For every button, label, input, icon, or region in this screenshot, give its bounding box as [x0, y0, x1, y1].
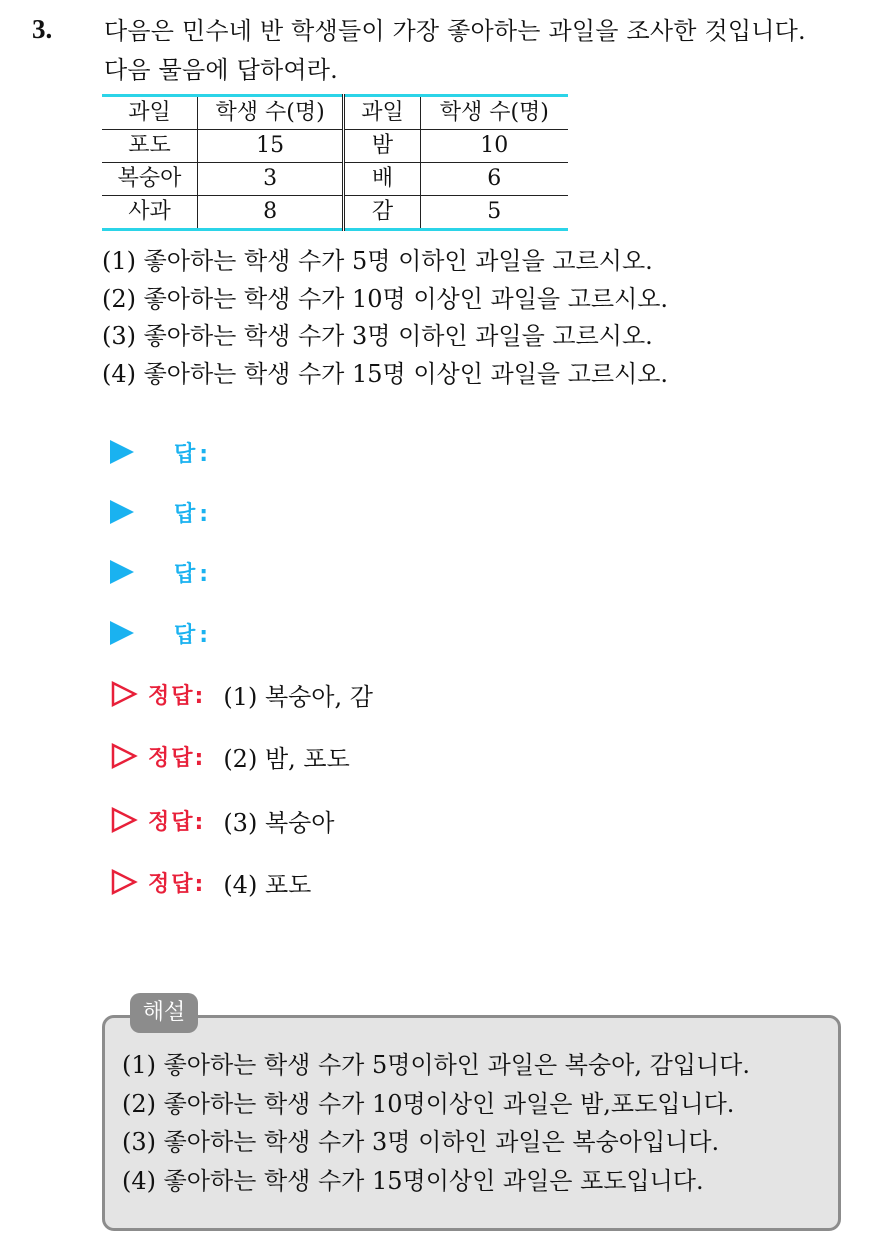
solution-text: (4) 포도 — [223, 870, 312, 899]
question-item: (1) 좋아하는 학생 수가 5명 이하인 과일을 고르시오. — [102, 247, 653, 275]
solution-label: 정답: — [148, 683, 206, 709]
answer-label: 답: — [174, 441, 213, 467]
fruit-table — [102, 94, 568, 231]
answer-row — [110, 497, 212, 527]
table-header-cell: 과일 — [102, 96, 197, 130]
answer-label: 답: — [174, 561, 213, 587]
explanation-line: (4) 좋아하는 학생 수가 15명이상인 과일은 포도입니다. — [122, 1166, 704, 1195]
table-cell: 사과 — [102, 196, 197, 230]
problem-stem — [104, 12, 874, 90]
table-cell: 6 — [420, 163, 568, 196]
table-cell: 3 — [197, 163, 343, 196]
solution-label: 정답: — [148, 871, 206, 897]
outline-triangle-icon — [110, 680, 138, 708]
table-cell: 10 — [420, 130, 568, 163]
table-row — [102, 130, 568, 163]
table-cell: 감 — [344, 196, 420, 230]
table-cell: 5 — [420, 196, 568, 230]
play-arrow-icon — [110, 621, 134, 645]
explanation-line: (2) 좋아하는 학생 수가 10명이상인 과일은 밤,포도입니다. — [122, 1089, 735, 1118]
question-list — [102, 243, 668, 393]
play-arrow-icon — [110, 500, 134, 524]
table-header-cell: 학생 수(명) — [420, 96, 568, 130]
solution-label: 정답: — [148, 745, 206, 771]
problem-number: 3. — [32, 14, 53, 44]
play-arrow-icon — [110, 560, 134, 584]
table-cell: 복숭아 — [102, 163, 197, 196]
solution-row — [110, 677, 373, 711]
stem-line: 다음 물음에 답하여라. — [104, 56, 338, 84]
outline-triangle-icon — [110, 806, 138, 834]
explanation-line: (1) 좋아하는 학생 수가 5명이하인 과일은 복숭아, 감입니다. — [122, 1051, 750, 1079]
table-cell: 밤 — [344, 130, 420, 163]
question-item: (2) 좋아하는 학생 수가 10명 이상인 과일을 고르시오. — [102, 284, 669, 313]
explanation-line: (3) 좋아하는 학생 수가 3명 이하인 과일은 복숭아입니다. — [122, 1128, 720, 1156]
solution-row — [110, 803, 335, 837]
solution-row — [110, 739, 350, 773]
solution-row — [110, 865, 311, 899]
solution-label: 정답: — [148, 809, 206, 835]
table-header-cell: 학생 수(명) — [197, 96, 343, 130]
solution-text: (1) 복숭아, 감 — [223, 682, 373, 711]
solution-text: (2) 밤, 포도 — [223, 744, 350, 773]
question-item: (4) 좋아하는 학생 수가 15명 이상인 과일을 고르시오. — [102, 359, 669, 388]
play-arrow-icon — [110, 440, 134, 464]
answer-row — [110, 618, 212, 648]
solution-text: (3) 복숭아 — [223, 808, 335, 837]
table-row — [102, 163, 568, 196]
table-cell: 15 — [197, 130, 343, 163]
table-row — [102, 196, 568, 230]
table-cell: 배 — [344, 163, 420, 196]
explanation-text — [122, 1046, 750, 1200]
answer-label: 답: — [174, 622, 213, 648]
table-header-row — [102, 96, 568, 130]
outline-triangle-icon — [110, 868, 138, 896]
outline-triangle-icon — [110, 742, 138, 770]
answer-label: 답: — [174, 501, 213, 527]
stem-line: 다음은 민수네 반 학생들이 가장 좋아하는 과일을 조사한 것입니다. — [104, 17, 806, 45]
explanation-tag: 해설 — [130, 993, 198, 1033]
table-cell: 포도 — [102, 130, 197, 163]
table-header-cell: 과일 — [344, 96, 420, 130]
answer-row — [110, 557, 212, 587]
table-cell: 8 — [197, 196, 343, 230]
answer-row — [110, 437, 212, 467]
question-item: (3) 좋아하는 학생 수가 3명 이하인 과일을 고르시오. — [102, 322, 653, 350]
